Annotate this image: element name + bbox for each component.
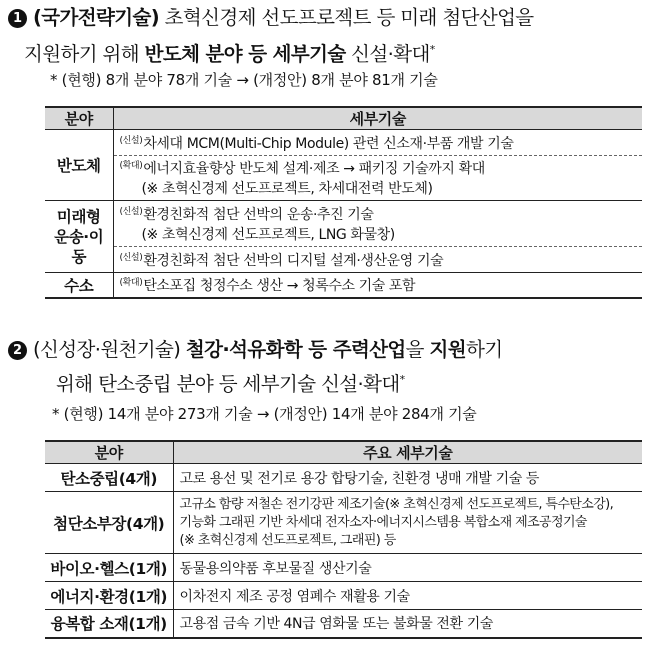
- detail-cell: [173, 492, 642, 554]
- section2-heading-bold2: 지원: [429, 338, 466, 361]
- detail-cell: [113, 201, 642, 247]
- section2-heading-bold1: 철강·석유화학 등 주력산업: [185, 338, 406, 361]
- section1-heading-mark: *: [429, 43, 435, 56]
- detail-text: 환경친화적 첨단 선박의 디지털 설계·생산운영 기술: [143, 252, 444, 269]
- detail-cell: 동물용의약품 후보물질 생산기술: [173, 554, 642, 582]
- table-row: [45, 582, 642, 610]
- category-cell: [45, 201, 113, 273]
- section2-heading-mark: *: [399, 373, 405, 386]
- section2-heading-text4: 위해 탄소중립 분야 등 세부기술 신설·확대: [56, 372, 400, 396]
- table-row: [45, 247, 642, 273]
- section2-heading-text2: 을: [405, 338, 430, 361]
- section2-note: * (현행) 14개 분야 273개 기술 → (개정안) 14개 분야 284개 기술: [52, 405, 477, 423]
- section1-note: * (현행) 8개 분야 78개 기술 → (개정안) 8개 분야 81개 기술: [50, 71, 438, 89]
- section1-number-badge: 1: [8, 9, 27, 28]
- section1-heading-line2: [24, 34, 435, 71]
- section2-table-header: [45, 441, 642, 464]
- category-cell: 반도체: [45, 130, 113, 201]
- section2-heading-line2: [56, 364, 405, 401]
- section1-heading-text2: 지원하기 위해: [24, 42, 145, 66]
- detail-line: (※ 초혁신경제 선도프로젝트, 그래핀) 등: [179, 532, 396, 548]
- table-row: [45, 201, 642, 247]
- detail-text: 차세대 MCM(Multi-Chip Module) 관련 신소재·부품 개발 기술: [143, 135, 514, 152]
- detail-text: 환경친화적 첨단 선박의 운송·추진 기술: [143, 206, 374, 223]
- detail-cell: [113, 247, 642, 273]
- status-tag: (확대): [119, 278, 143, 288]
- section1-heading-line1: [8, 2, 534, 34]
- table-row: [45, 610, 642, 638]
- table-row: [45, 130, 642, 156]
- section2-col1-header: 분야: [45, 441, 173, 464]
- section1-heading-text3: 신설·확대: [345, 42, 430, 66]
- table-row: [45, 156, 642, 201]
- table-row: [45, 464, 642, 492]
- category-cell: 에너지·환경(1개): [45, 582, 173, 610]
- detail-cell: 고용점 금속 기반 4N급 염화물 또는 불화물 전환 기술: [173, 610, 642, 638]
- category-cell: 탄소중립(4개): [45, 464, 173, 492]
- detail-subtext: (※ 초혁신경제 선도프로젝트, 차세대전력 반도체): [141, 181, 433, 197]
- section1-table-header: [45, 107, 642, 130]
- section2-heading-text1: (신성장·원천기술): [33, 338, 186, 361]
- section1-heading-bold2: 반도체 분야 등 세부기술: [144, 42, 346, 66]
- detail-cell: [113, 273, 642, 299]
- section1-table: [45, 106, 642, 299]
- detail-text: 에너지효율향상 반도체 설계·제조 → 패키징 기술까지 확대: [143, 161, 485, 177]
- section1-heading-text1: 초혁신경제 선도프로젝트 등 미래 첨단산업을: [159, 6, 534, 29]
- status-tag: (신설): [119, 252, 143, 263]
- detail-line: 고규소 함량 저철손 전기강판 제조기술(※ 초혁신경제 선도프로젝트, 특수탄소강),: [179, 496, 614, 512]
- category-cell: 바이오·헬스(1개): [45, 554, 173, 582]
- status-tag: (신설): [119, 135, 143, 146]
- section2-heading-text3: 하기: [466, 338, 503, 361]
- section1-col1-header: 분야: [45, 107, 113, 130]
- table-row: [45, 492, 642, 554]
- detail-cell: [113, 130, 642, 156]
- detail-subtext: (※ 초혁신경제 선도프로젝트, LNG 화물창): [141, 226, 395, 243]
- detail-text: 탄소포집 청정수소 생산 → 청록수소 기술 포함: [143, 278, 416, 294]
- status-tag: (신설): [119, 206, 143, 217]
- category-label: 미래형 운송·이동: [54, 207, 104, 266]
- category-cell: 첨단소부장(4개): [45, 492, 173, 554]
- section1-heading-bold1: (국가전략기술): [33, 6, 160, 29]
- detail-line: 기능화 그래핀 기반 차세대 전자소자·에너지시스템용 복합소재 제조공정기술: [179, 514, 587, 530]
- section2-number-badge: 2: [8, 341, 27, 360]
- section1-col2-header: 세부기술: [113, 107, 642, 130]
- status-tag: (확대): [119, 161, 143, 171]
- section2-heading-line1: [8, 334, 502, 366]
- category-cell: 수소: [45, 273, 113, 299]
- detail-cell: 고로 용선 및 전기로 용강 합탕기술, 친환경 냉매 개발 기술 등: [173, 464, 642, 492]
- section2-col2-header: 주요 세부기술: [173, 441, 642, 464]
- detail-cell: 이차전지 제조 공정 염폐수 재활용 기술: [173, 582, 642, 610]
- category-cell: 융복합 소재(1개): [45, 610, 173, 638]
- detail-cell: [113, 156, 642, 201]
- section2-table: [45, 440, 642, 639]
- table-row: [45, 273, 642, 299]
- table-row: [45, 554, 642, 582]
